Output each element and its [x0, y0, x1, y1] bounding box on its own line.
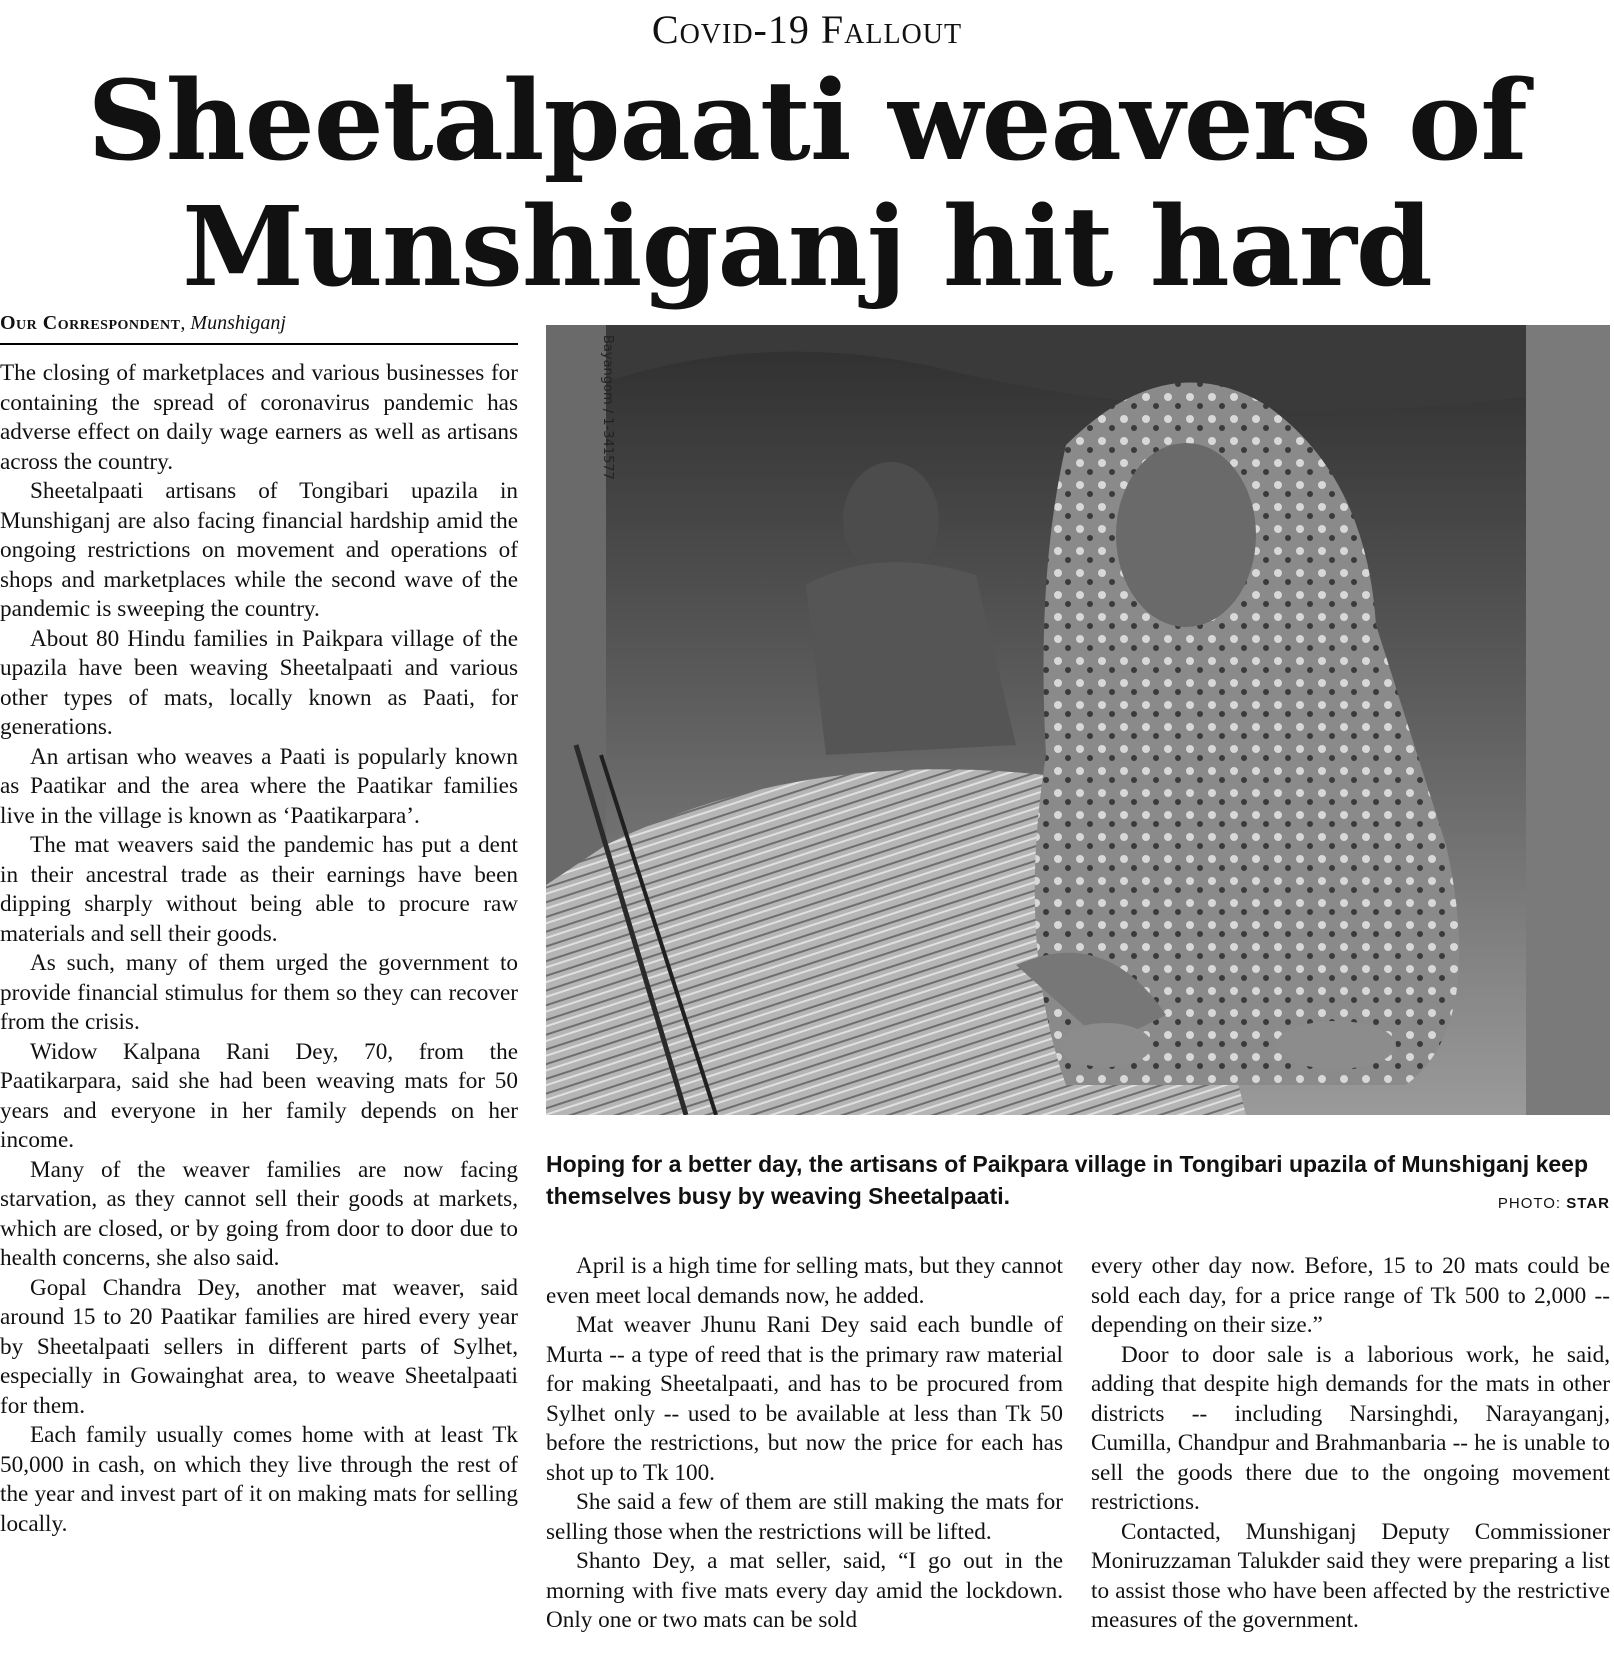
paragraph: Each family usually comes home with at least Tk 50,000 in cash, on which they live through the rest of the year and invest part of it on making mats for selling locally.	[0, 1422, 518, 1537]
paragraph: The closing of marketplaces and various businesses for containing the spread of coronavirus pandemic has adverse effect on daily wage earners as well as artisans across the country.	[0, 360, 518, 475]
paragraph: Widow Kalpana Rani Dey, 70, from the Paatikarpara, said she had been weaving mats for 50 years and everyone in her family depends on her income.	[0, 1038, 518, 1153]
article-column-2	[546, 1252, 1063, 1636]
headline	[0, 58, 1614, 310]
paragraph: As such, many of them urged the government to provide financial stimulus for them so they can recover from the crisis.	[0, 950, 518, 1035]
section-kicker: Covid-19 Fallout	[651, 7, 963, 52]
photo-print-text: Bayangom / 1-341577	[600, 335, 615, 480]
photo-credit	[1498, 1195, 1610, 1212]
headline-line-2: Munshiganj hit hard	[182, 182, 1432, 311]
byline-location: Munshiganj	[190, 312, 286, 334]
paragraph: Contacted, Munshiganj Deputy Commissioner Moniruzzaman Talukder said they were preparing a list to assist those who have been affected by the restrictive measures of the government.	[1091, 1518, 1610, 1633]
paragraph: every other day now. Before, 15 to 20 mats could be sold each day, for a price range of Tk 500 to 2,000 -- depending on their size.”	[1091, 1253, 1610, 1338]
weavers-photo-illustration	[546, 325, 1610, 1115]
paragraph: Sheetalpaati artisans of Tongibari upazila in Munshiganj are also facing financial hardship amid the ongoing restrictions on movement and operations of shops and marketplaces while the second wave of the pandemic is sweeping the country.	[0, 478, 518, 622]
paragraph: Door to door sale is a laborious work, he said, adding that despite high demands for the mats in other districts -- including Narsinghdi, Narayanganj, Cumilla, Chandpur and Brahmanbaria -- he is unable to sell the goods there due to the ongoing movement restrictions.	[1091, 1341, 1610, 1515]
paragraph: An artisan who weaves a Paati is popularly known as Paatikar and the area where the Paatikar families live in the village is known as ‘Paatikarpara’.	[0, 743, 518, 829]
photo-credit-source: STAR	[1566, 1195, 1610, 1212]
paragraph: Shanto Dey, a mat seller, said, “I go out in the morning with five mats every day amid the lockdown. Only one or two mats can be sold	[546, 1548, 1063, 1633]
article-column-3	[1091, 1252, 1610, 1636]
paragraph: Gopal Chandra Dey, another mat weaver, said around 15 to 20 Paatikar families are hired every year by Sheetalpaati sellers in different parts of Sylhet, especially in Gowainghat area, to weave Sheetalpaati for them.	[0, 1274, 518, 1419]
article-column-1	[0, 359, 518, 1539]
headline-line-1: Sheetalpaati weavers of	[87, 56, 1527, 185]
paragraph: April is a high time for selling mats, but they cannot even meet local demands now, he added.	[546, 1253, 1063, 1309]
paragraph: She said a few of them are still making the mats for selling those when the restrictions will be lifted.	[546, 1489, 1063, 1545]
byline: Our Correspondent, Munshiganj	[0, 312, 518, 345]
paragraph: Mat weaver Jhunu Rani Dey said each bundle of Murta -- a type of reed that is the primary raw material for making Sheetalpaati, and has to be procured from Sylhet only -- used to be available at less than Tk 50 before the restrictions, but now the price for each has shot up to Tk 100.	[546, 1312, 1063, 1486]
photo-credit-prefix: PHOTO:	[1497, 1195, 1567, 1212]
photo-caption: Hoping for a better day, the artisans of Paikpara village in Tongibari upazila of Munshiganj keep themselves busy by weaving Sheetalpaati.	[546, 1151, 1588, 1209]
paragraph: Many of the weaver families are now facing starvation, as they cannot sell their goods at markets, which are closed, or by going from door to door due to health concerns, she also said.	[0, 1156, 518, 1271]
paragraph: The mat weavers said the pandemic has put a dent in their ancestral trade as their earnings have been dipping sharply without being able to procure raw materials and sell their goods.	[0, 832, 518, 947]
paragraph: About 80 Hindu families in Paikpara village of the upazila have been weaving Sheetalpaati and various other types of mats, locally known as Paati, for generations.	[0, 625, 518, 740]
news-photo	[546, 325, 1610, 1115]
byline-author: Our Correspondent	[0, 312, 181, 334]
